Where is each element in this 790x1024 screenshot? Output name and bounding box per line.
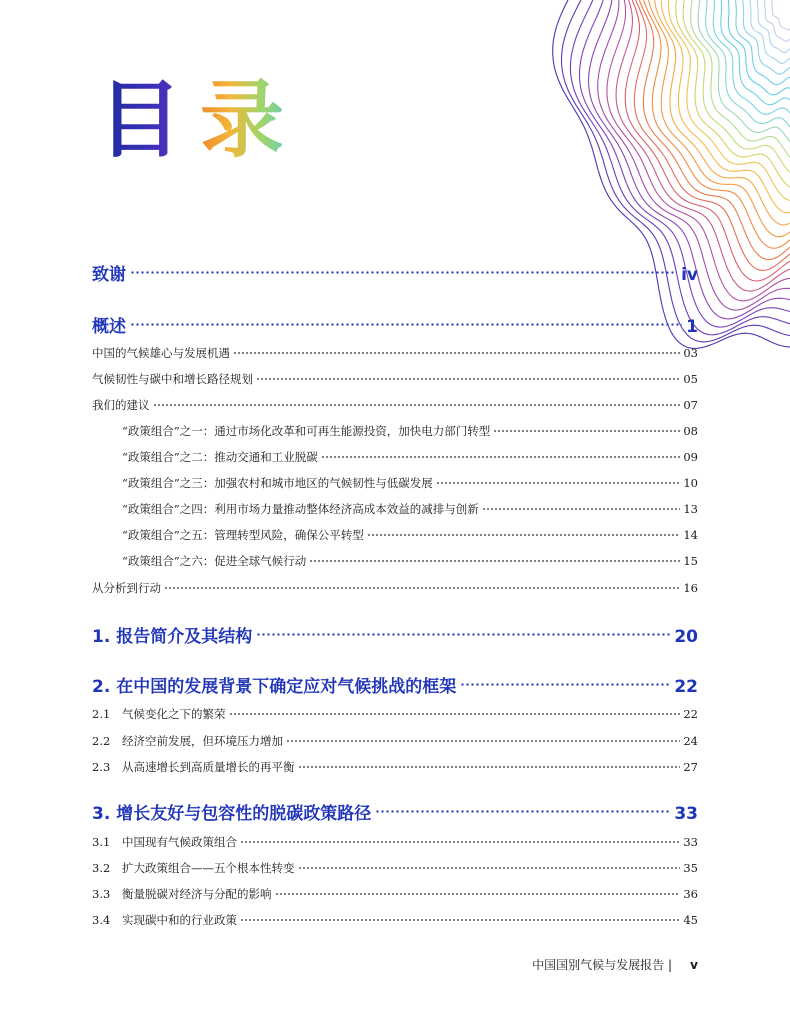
- toc-entry[interactable]: [92, 397, 698, 413]
- toc-entry-page: 24: [683, 734, 698, 748]
- toc-entry-page: 33: [674, 804, 698, 824]
- toc-entry-label: “政策组合”之六：促进全球气候行动: [122, 554, 307, 568]
- toc-dot-leader: [375, 810, 670, 813]
- toc-entry[interactable]: [92, 345, 698, 361]
- contour-line: [698, 0, 790, 142]
- toc-entry-page: 22: [674, 677, 698, 697]
- toc-entry-page: 36: [683, 887, 698, 901]
- toc-dot-leader: [482, 508, 681, 510]
- toc-entry-label: 扩大政策组合——五个根本性转变: [122, 861, 295, 875]
- toc-dot-leader: [460, 683, 670, 686]
- toc-entry-label: 从高速增长到高质量增长的再平衡: [122, 760, 295, 774]
- toc-entry[interactable]: [92, 371, 698, 387]
- toc-entry-overview[interactable]: [92, 312, 698, 337]
- toc-entry-page: 05: [683, 372, 698, 386]
- toc-entry-label: “政策组合”之二：推动交通和工业脱碳: [122, 450, 318, 464]
- toc-entry-page: iv: [681, 265, 698, 285]
- toc-entry-page: 27: [683, 760, 698, 774]
- toc-dot-leader: [240, 841, 680, 843]
- toc-entry-label: “政策组合”之一：通过市场化改革和可再生能源投资，加快电力部门转型: [122, 424, 491, 438]
- toc-entry-page: 09: [683, 450, 698, 464]
- toc-dot-leader: [130, 323, 682, 326]
- toc-entry-page: 15: [683, 554, 698, 568]
- contour-line: [691, 0, 790, 157]
- toc-entry[interactable]: [92, 706, 698, 722]
- toc-entry-page: 20: [674, 627, 698, 647]
- toc-dot-leader: [130, 271, 677, 274]
- footer-report-name: 中国国别气候与发展报告: [532, 958, 665, 972]
- toc-entry-page: 03: [683, 346, 698, 360]
- toc-entry[interactable]: [92, 912, 698, 928]
- toc-entry[interactable]: [92, 527, 698, 543]
- contour-line: [706, 0, 790, 127]
- toc-entry-label: 气候变化之下的繁荣: [122, 707, 226, 721]
- toc-entry-page: 33: [683, 835, 698, 849]
- contour-line: [713, 0, 790, 114]
- footer-page-number: v: [690, 958, 698, 972]
- toc-dot-leader: [153, 404, 681, 406]
- toc-dot-leader: [164, 587, 680, 589]
- footer-separator: |: [667, 958, 672, 972]
- contour-line: [736, 0, 790, 85]
- toc-entry[interactable]: [92, 759, 698, 775]
- toc-dot-leader: [240, 919, 680, 921]
- toc-entry-number: 3.4: [92, 913, 111, 927]
- toc-entry-label: 我们的建议: [92, 398, 150, 412]
- toc-entry-page: 08: [683, 424, 698, 438]
- toc-dot-leader: [298, 867, 681, 869]
- toc-entry-label: 3. 增长友好与包容性的脱碳政策路径: [92, 804, 372, 824]
- toc-entry[interactable]: [92, 501, 698, 517]
- toc-entry-page: 1: [686, 317, 698, 337]
- toc-entry-label: “政策组合”之五：管理转型风险，确保公平转型: [122, 528, 364, 542]
- toc-entry[interactable]: [92, 733, 698, 749]
- toc-entry-page: 16: [683, 581, 698, 595]
- toc-entry-label: 概述: [92, 317, 126, 337]
- toc-entry-acknowledgements[interactable]: [92, 260, 698, 285]
- toc-dot-leader: [493, 430, 680, 432]
- contour-line: [750, 0, 790, 63]
- toc-entry-page: 35: [683, 861, 698, 875]
- contour-line: [743, 0, 790, 74]
- toc-dot-leader: [298, 766, 681, 768]
- toc-entry-page: 10: [683, 476, 698, 490]
- toc-entry-page: 14: [683, 528, 698, 542]
- toc-entry[interactable]: [92, 553, 698, 569]
- toc-entry[interactable]: [92, 449, 698, 465]
- page-title-char-2: 录: [200, 71, 303, 169]
- toc-entry-label: 气候韧性与碳中和增长路径规划: [92, 372, 253, 386]
- toc-dot-leader: [275, 893, 681, 895]
- toc-entry-label: 衡量脱碳对经济与分配的影响: [122, 887, 272, 901]
- contour-line: [728, 0, 790, 95]
- toc-dot-leader: [286, 740, 680, 742]
- toc-entry[interactable]: [92, 886, 698, 902]
- toc-entry-page: 13: [683, 502, 698, 516]
- contour-line: [683, 0, 790, 172]
- toc-dot-leader: [233, 352, 680, 354]
- toc-entry-label: 经济空前发展，但环境压力增加: [122, 734, 283, 748]
- toc-entry[interactable]: [92, 860, 698, 876]
- toc-entry[interactable]: [92, 834, 698, 850]
- toc-entry-number: 2.3: [92, 760, 111, 774]
- toc-entry-number: 3.3: [92, 887, 111, 901]
- contour-line: [757, 0, 790, 52]
- toc-entry-label: 致谢: [92, 265, 126, 285]
- toc-entry-label: “政策组合”之三：加强农村和城市地区的气候韧性与低碳发展: [122, 476, 433, 490]
- toc-entry-number: 2.2: [92, 734, 111, 748]
- toc-entry-page: 22: [683, 707, 698, 721]
- toc-entry-label: 从分析到行动: [92, 581, 161, 595]
- page-footer: [480, 956, 698, 973]
- toc-entry-label: “政策组合”之四：利用市场力量推动整体经济高成本效益的减排与创新: [122, 502, 479, 516]
- page-title-char-1: 目: [98, 71, 201, 169]
- toc-entry-chapter-3[interactable]: [92, 799, 698, 824]
- toc-dot-leader: [256, 378, 680, 380]
- toc-entry-number: 2.1: [92, 707, 111, 721]
- toc-entry-page: 07: [683, 398, 698, 412]
- toc-entry-page: 45: [683, 913, 698, 927]
- toc-entry[interactable]: [92, 580, 698, 596]
- contour-line: [721, 0, 790, 105]
- toc-entry-label: 实现碳中和的行业政策: [122, 913, 237, 927]
- toc-entry[interactable]: [92, 475, 698, 491]
- toc-entry-chapter-2[interactable]: [92, 672, 698, 697]
- toc-entry[interactable]: [92, 423, 698, 439]
- contour-line: [765, 0, 790, 41]
- toc-entry-number: 3.2: [92, 861, 111, 875]
- toc-dot-leader: [367, 534, 681, 536]
- toc-dot-leader: [309, 560, 680, 562]
- toc-dot-leader: [436, 482, 681, 484]
- contour-line: [772, 0, 790, 30]
- toc-entry-label: 1. 报告简介及其结构: [92, 627, 253, 647]
- toc-entry-label: 2. 在中国的发展背景下确定应对气候挑战的框架: [92, 677, 457, 697]
- table-of-contents: [92, 0, 698, 1024]
- toc-entry-number: 3.1: [92, 835, 111, 849]
- toc-dot-leader: [321, 456, 681, 458]
- toc-entry-chapter-1[interactable]: [92, 622, 698, 647]
- toc-entry-label: 中国的气候雄心与发展机遇: [92, 346, 230, 360]
- toc-dot-leader: [229, 713, 681, 715]
- toc-entry-label: 中国现有气候政策组合: [122, 835, 237, 849]
- toc-dot-leader: [256, 633, 670, 636]
